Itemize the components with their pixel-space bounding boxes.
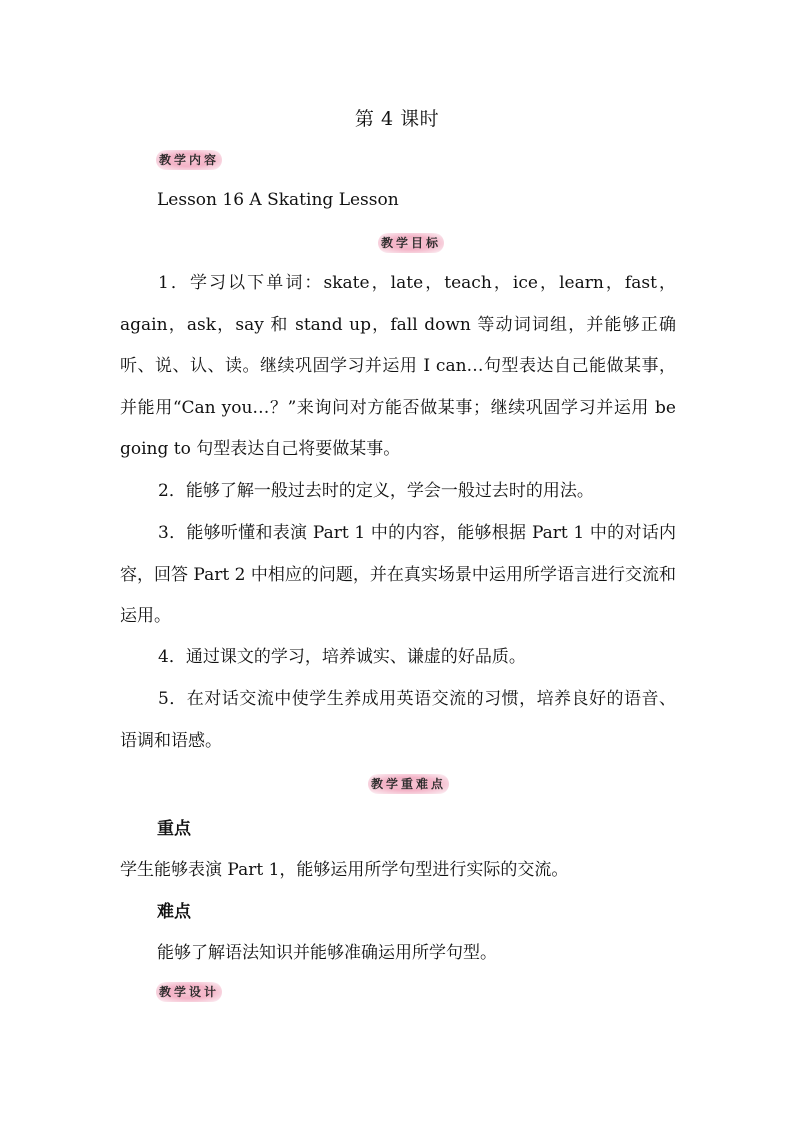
key-point-heading: 重点 [157,819,191,839]
goal-item-5: 5．在对话交流中使学生养成用英语交流的习惯，培养良好的语音、语调和语感。 [120,689,676,751]
lesson-line: Lesson 16 A Skating Lesson [157,190,399,210]
section-badge-content: 教学内容 [156,150,222,170]
goal-item-3: 3．能够听懂和表演 Part 1 中的内容，能够根据 Part 1 中的对话内容，回答 Part 2 中相应的问题，并在真实场景中运用所学语言进行交流和运用。 [120,523,676,626]
goal-item-1: 1．学习以下单词：skate，late，teach，ice，learn，fast，again，ask，say 和 stand up，fall down 等动词词组，并能够正确听、说、认、读。继续巩固学习并运用 I can…句型表达自己能做某事，并能用“Can you…？”来询问对方能否做某事；继续巩固学习并运用 be going to 句型表达自己将要做某事。 [120,273,676,459]
goal-item-4: 4．通过课文的学习，培养诚实、谦虚的好品质。 [158,647,526,667]
difficult-heading: 难点 [157,902,191,922]
goal-item-2: 2．能够了解一般过去时的定义，学会一般过去时的用法。 [158,481,594,501]
key-point-text: 学生能够表演 Part 1，能够运用所学句型进行实际的交流。 [120,860,569,880]
section-badge-goals: 教学目标 [378,233,444,253]
page-title: 第 4 课时 [354,108,440,130]
section-badge-design: 教学设计 [156,982,222,1002]
section-badge-key-points: 教学重难点 [368,774,449,794]
difficult-text: 能够了解语法知识并能够准确运用所学句型。 [157,943,497,963]
